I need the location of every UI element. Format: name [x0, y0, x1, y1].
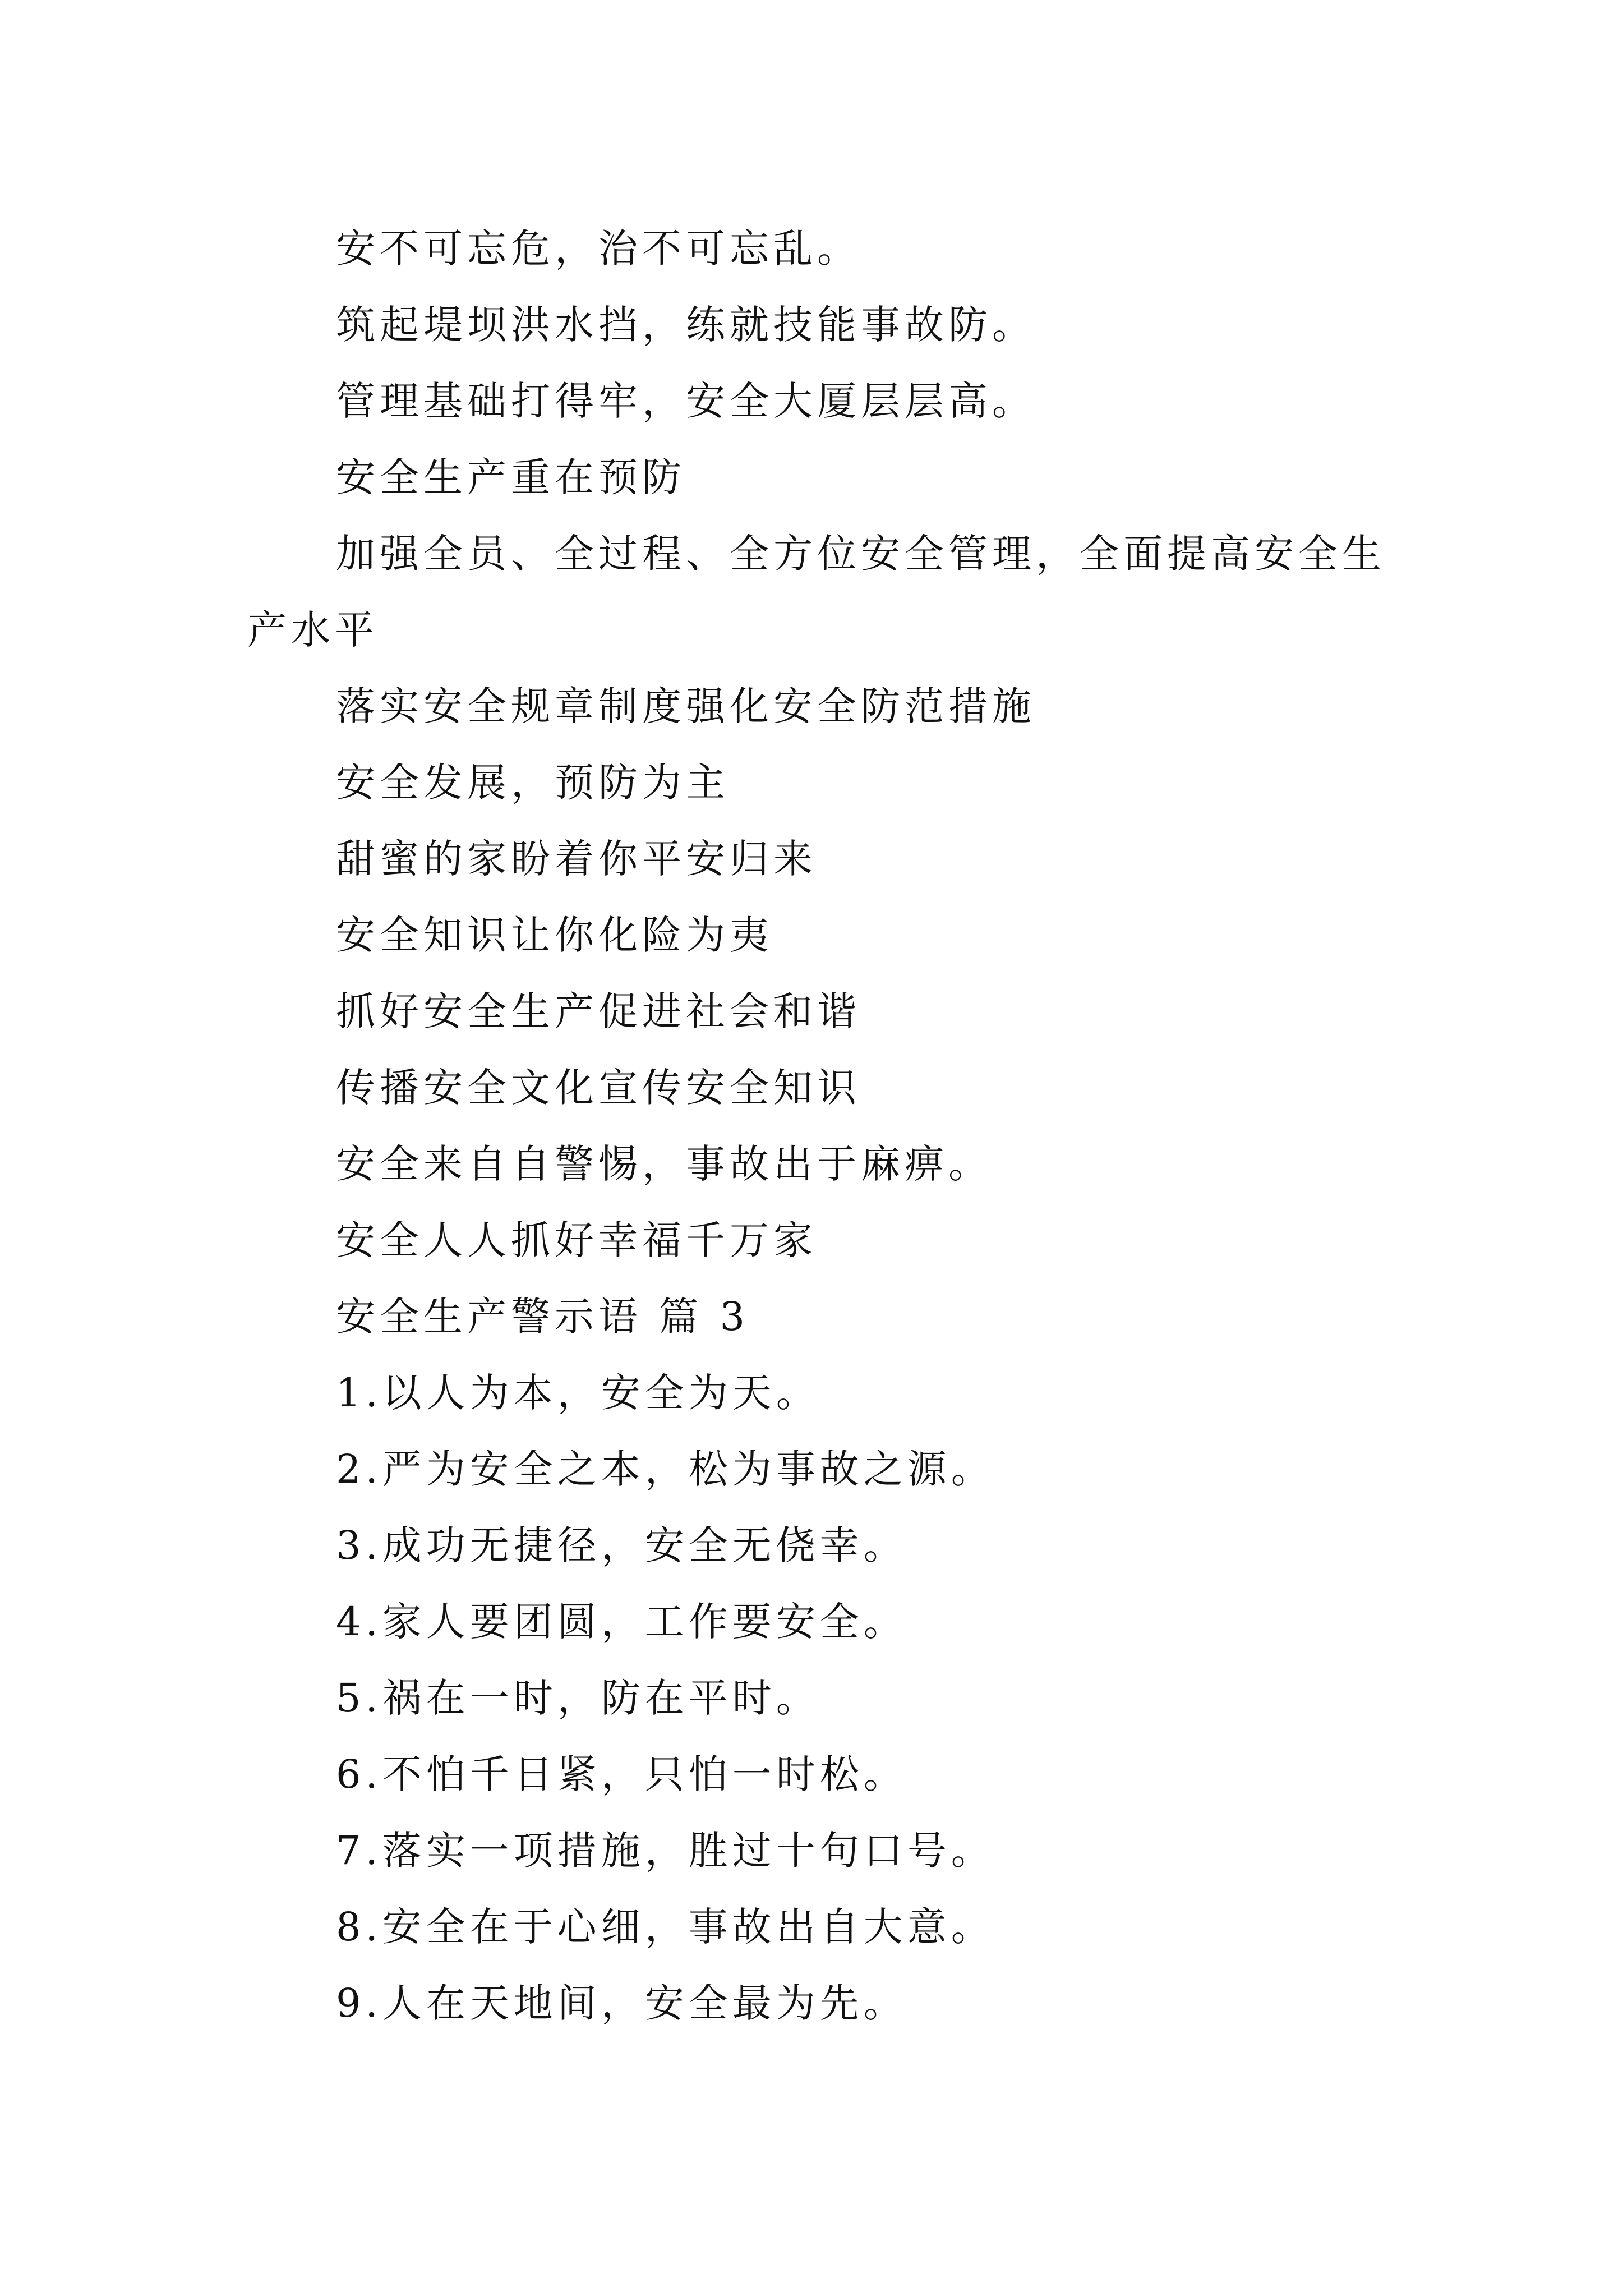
paragraph: 传播安全文化宣传安全知识: [336, 1065, 861, 1111]
numbered-item: 4.家人要团圆，工作要安全。: [336, 1599, 907, 1645]
paragraph: 安全生产重在预防: [336, 454, 686, 500]
numbered-item: 2.严为安全之本，松为事故之源。: [336, 1446, 995, 1492]
paragraph: 安全知识让你化险为夷: [336, 912, 773, 958]
paragraph: 安不可忘危，治不可忘乱。: [336, 226, 861, 272]
document-body: [247, 210, 1391, 2041]
paragraph: 筑起堤坝洪水挡，练就技能事故防。: [336, 302, 1036, 348]
paragraph: 加强全员、全过程、全方位安全管理，全面提高安全生产水平: [247, 531, 1386, 653]
numbered-item: 5.祸在一时，防在平时。: [336, 1675, 820, 1721]
numbered-item: 9.人在天地间，安全最为先。: [336, 1980, 907, 2026]
paragraph: 落实安全规章制度强化安全防范措施: [336, 683, 1036, 729]
paragraph: 安全来自自警惕，事故出于麻痹。: [336, 1141, 992, 1187]
numbered-item: 6.不怕千日紧，只怕一时松。: [336, 1751, 907, 1797]
numbered-item: 7.落实一项措施，胜过十句口号。: [336, 1828, 995, 1874]
paragraph: 抓好安全生产促进社会和谐: [336, 988, 861, 1034]
paragraph: 甜蜜的家盼着你平安归来: [336, 836, 817, 882]
numbered-item: 8.安全在于心细，事故出自大意。: [336, 1904, 995, 1950]
paragraph: 安全发展，预防为主: [336, 760, 730, 806]
section-heading: 安全生产警示语 篇 3: [336, 1294, 750, 1340]
numbered-item: 1.以人为本，安全为天。: [336, 1370, 820, 1416]
numbered-item: 3.成功无捷径，安全无侥幸。: [336, 1522, 907, 1568]
paragraph: 安全人人抓好幸福千万家: [336, 1217, 817, 1263]
paragraph: 管理基础打得牢，安全大厦层层高。: [336, 378, 1036, 424]
